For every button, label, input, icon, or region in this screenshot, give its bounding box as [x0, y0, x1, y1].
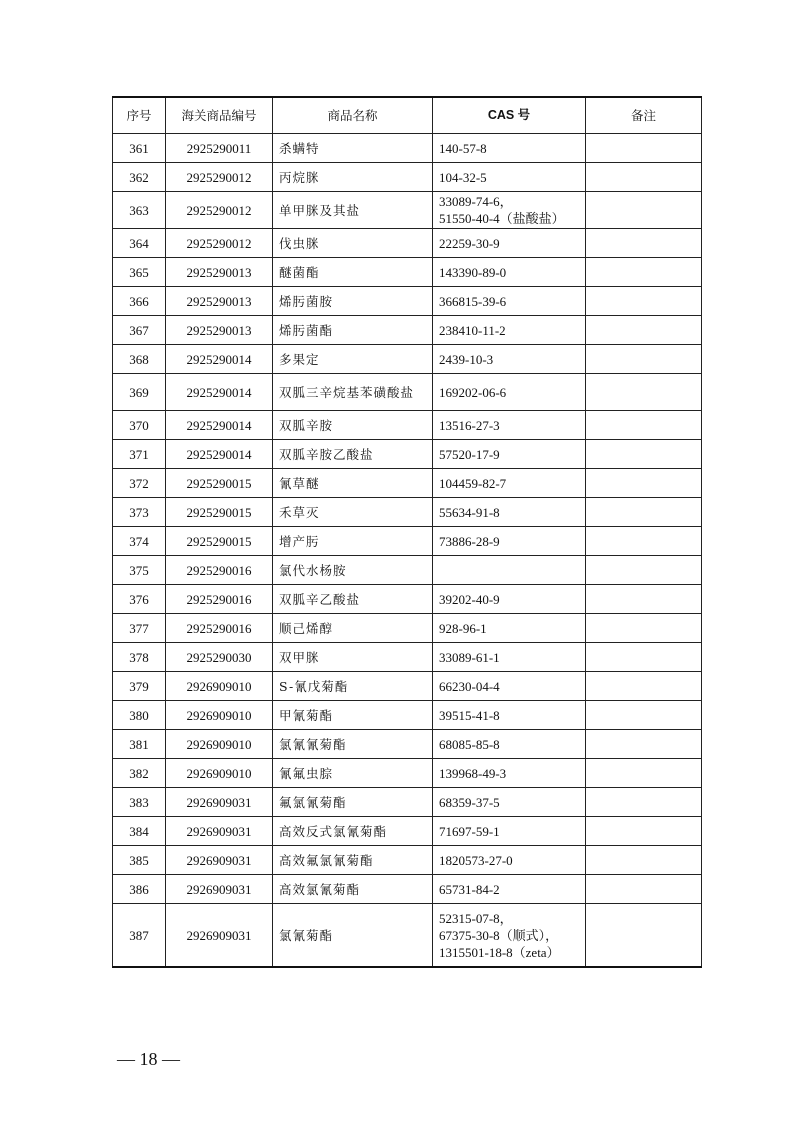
- hs-code-cell: 2925290012: [166, 229, 273, 258]
- cas-number-cell: [433, 287, 586, 316]
- note-cell: [586, 527, 702, 556]
- seq-cell: 364: [113, 229, 166, 258]
- hs-code-cell: 2925290013: [166, 287, 273, 316]
- seq-cell: 368: [113, 345, 166, 374]
- table-body: [113, 134, 702, 968]
- product-name-cell: 禾草灭: [273, 498, 433, 527]
- cas-number-cell: [433, 788, 586, 817]
- page-number: — 18 —: [117, 1049, 180, 1069]
- cas-number: 928-96-1: [439, 620, 487, 636]
- cas-number: 2439-10-3: [439, 351, 494, 367]
- hs-code-cell: 2926909031: [166, 875, 273, 904]
- product-name-cell: 双甲脒: [273, 643, 433, 672]
- cas-number: 68359-37-5: [439, 794, 500, 810]
- note-cell: [586, 643, 702, 672]
- seq-cell: 372: [113, 469, 166, 498]
- seq-cell: 363: [113, 192, 166, 229]
- cas-number: 39515-41-8: [439, 707, 500, 723]
- hs-code-cell: 2925290015: [166, 498, 273, 527]
- table-row: [113, 192, 702, 229]
- seq-cell: 387: [113, 904, 166, 968]
- table-row: [113, 904, 702, 968]
- hs-code-cell: 2926909031: [166, 846, 273, 875]
- note-cell: [586, 614, 702, 643]
- seq-cell: 384: [113, 817, 166, 846]
- product-name-cell: 氟氯氰菊酯: [273, 788, 433, 817]
- cas-number: 140-57-8: [439, 140, 487, 156]
- cas-number: 104-32-5: [439, 169, 487, 185]
- seq-cell: 380: [113, 701, 166, 730]
- product-name-cell: 双胍三辛烷基苯磺酸盐: [273, 374, 433, 411]
- seq-cell: 386: [113, 875, 166, 904]
- cas-number: 238410-11-2: [439, 322, 506, 338]
- table-row: [113, 556, 702, 585]
- product-name-cell: 氯代水杨胺: [273, 556, 433, 585]
- cas-number: 67375-30-8（顺式），: [439, 927, 559, 943]
- table-row: [113, 229, 702, 258]
- cas-number: 169202-06-6: [439, 384, 507, 400]
- note-cell: [586, 585, 702, 614]
- table-row: [113, 134, 702, 163]
- product-name-cell: 多果定: [273, 345, 433, 374]
- note-cell: [586, 316, 702, 345]
- table-row: [113, 469, 702, 498]
- note-cell: [586, 134, 702, 163]
- note-cell: [586, 672, 702, 701]
- note-cell: [586, 701, 702, 730]
- note-cell: [586, 817, 702, 846]
- seq-cell: 385: [113, 846, 166, 875]
- cas-number: 33089-61-1: [439, 649, 500, 665]
- hs-code-cell: 2926909010: [166, 701, 273, 730]
- product-name-cell: 氰草醚: [273, 469, 433, 498]
- note-cell: [586, 411, 702, 440]
- product-name-cell: 增产肟: [273, 527, 433, 556]
- note-cell: [586, 287, 702, 316]
- table-row: [113, 316, 702, 345]
- hs-code-cell: 2925290030: [166, 643, 273, 672]
- seq-cell: 373: [113, 498, 166, 527]
- note-cell: [586, 788, 702, 817]
- table-row: [113, 759, 702, 788]
- cas-number-cell: [433, 374, 586, 411]
- seq-cell: 381: [113, 730, 166, 759]
- cas-number: 1315501-18-8（zeta）: [439, 944, 560, 960]
- cas-number-cell: [433, 258, 586, 287]
- product-name-cell: 醚菌酯: [273, 258, 433, 287]
- table-row: [113, 614, 702, 643]
- product-name-cell: 烯肟菌胺: [273, 287, 433, 316]
- note-cell: [586, 440, 702, 469]
- cas-number: 104459-82-7: [439, 475, 507, 491]
- product-name-cell: 双胍辛胺乙酸盐: [273, 440, 433, 469]
- seq-cell: 370: [113, 411, 166, 440]
- note-cell: [586, 875, 702, 904]
- note-cell: [586, 904, 702, 968]
- note-cell: [586, 469, 702, 498]
- note-cell: [586, 374, 702, 411]
- cas-number-cell: [433, 229, 586, 258]
- table-header-row: [113, 97, 702, 134]
- table-row: [113, 817, 702, 846]
- product-name-cell: 高效氯氰菊酯: [273, 875, 433, 904]
- hs-code-cell: 2925290015: [166, 469, 273, 498]
- table-row: [113, 374, 702, 411]
- product-name-cell: 杀螨特: [273, 134, 433, 163]
- table-row: [113, 846, 702, 875]
- header-seq: 序号: [113, 97, 166, 134]
- hs-code-cell: 2926909010: [166, 730, 273, 759]
- cas-number-cell: [433, 556, 586, 585]
- seq-cell: 362: [113, 163, 166, 192]
- table-row: [113, 527, 702, 556]
- cas-number-cell: [433, 440, 586, 469]
- table-row: [113, 287, 702, 316]
- table-row: [113, 730, 702, 759]
- note-cell: [586, 163, 702, 192]
- hs-code-cell: 2926909010: [166, 759, 273, 788]
- seq-cell: 369: [113, 374, 166, 411]
- header-name: 商品名称: [273, 97, 433, 134]
- cas-number: 55634-91-8: [439, 504, 500, 520]
- hs-code-cell: 2926909031: [166, 817, 273, 846]
- product-name-cell: 氯氰菊酯: [273, 904, 433, 968]
- cas-number: 57520-17-9: [439, 446, 500, 462]
- product-name-cell: 顺己烯醇: [273, 614, 433, 643]
- seq-cell: 371: [113, 440, 166, 469]
- seq-cell: 383: [113, 788, 166, 817]
- product-name-cell: S-氰戊菊酯: [273, 672, 433, 701]
- hs-code-cell: 2925290016: [166, 556, 273, 585]
- table-row: [113, 875, 702, 904]
- cas-number: 66230-04-4: [439, 678, 500, 694]
- cas-number-cell: [433, 643, 586, 672]
- hs-code-cell: 2925290011: [166, 134, 273, 163]
- cas-number: 73886-28-9: [439, 533, 500, 549]
- chemical-list-table: [112, 96, 702, 968]
- note-cell: [586, 759, 702, 788]
- hs-code-cell: 2925290013: [166, 258, 273, 287]
- product-name-cell: 高效反式氯氰菊酯: [273, 817, 433, 846]
- hs-code-cell: 2925290012: [166, 163, 273, 192]
- note-cell: [586, 345, 702, 374]
- hs-code-cell: 2925290014: [166, 440, 273, 469]
- product-name-cell: 氯氰氰菊酯: [273, 730, 433, 759]
- hs-code-cell: 2926909031: [166, 788, 273, 817]
- table-row: [113, 411, 702, 440]
- hs-code-cell: 2926909031: [166, 904, 273, 968]
- note-cell: [586, 556, 702, 585]
- cas-number-cell: [433, 701, 586, 730]
- seq-cell: 378: [113, 643, 166, 672]
- cas-number-cell: [433, 192, 586, 229]
- cas-number-cell: [433, 585, 586, 614]
- cas-number: 39202-40-9: [439, 591, 500, 607]
- seq-cell: 379: [113, 672, 166, 701]
- seq-cell: 377: [113, 614, 166, 643]
- hs-code-cell: 2925290016: [166, 585, 273, 614]
- seq-cell: 382: [113, 759, 166, 788]
- cas-number-cell: [433, 527, 586, 556]
- cas-number-cell: [433, 469, 586, 498]
- product-name-cell: 伐虫脒: [273, 229, 433, 258]
- note-cell: [586, 192, 702, 229]
- table-row: [113, 643, 702, 672]
- hs-code-cell: 2925290012: [166, 192, 273, 229]
- cas-number-cell: [433, 316, 586, 345]
- table-row: [113, 672, 702, 701]
- cas-number: 143390-89-0: [439, 264, 507, 280]
- table-row: [113, 163, 702, 192]
- seq-cell: 367: [113, 316, 166, 345]
- cas-number-cell: [433, 759, 586, 788]
- hs-code-cell: 2925290013: [166, 316, 273, 345]
- hs-code-cell: 2926909010: [166, 672, 273, 701]
- cas-number-cell: [433, 875, 586, 904]
- cas-number: 13516-27-3: [439, 417, 500, 433]
- note-cell: [586, 258, 702, 287]
- table-row: [113, 788, 702, 817]
- table-row: [113, 701, 702, 730]
- product-name-cell: 烯肟菌酯: [273, 316, 433, 345]
- cas-number-cell: [433, 846, 586, 875]
- cas-number: 139968-49-3: [439, 765, 507, 781]
- cas-number: 65731-84-2: [439, 881, 500, 897]
- cas-number: 33089-74-6，: [439, 194, 513, 209]
- table-row: [113, 258, 702, 287]
- table-row: [113, 585, 702, 614]
- seq-cell: 374: [113, 527, 166, 556]
- cas-number-cell: [433, 614, 586, 643]
- hs-code-cell: 2925290015: [166, 527, 273, 556]
- cas-number: 51550-40-4（盐酸盐）: [439, 211, 565, 226]
- note-cell: [586, 498, 702, 527]
- product-name-cell: 单甲脒及其盐: [273, 192, 433, 229]
- product-name-cell: 丙烷脒: [273, 163, 433, 192]
- cas-number-cell: [433, 672, 586, 701]
- cas-number-cell: [433, 345, 586, 374]
- cas-number: 1820573-27-0: [439, 852, 513, 868]
- note-cell: [586, 730, 702, 759]
- cas-number-cell: [433, 904, 586, 968]
- cas-number-cell: [433, 134, 586, 163]
- table-row: [113, 498, 702, 527]
- cas-number-cell: [433, 163, 586, 192]
- note-cell: [586, 846, 702, 875]
- cas-number-cell: [433, 498, 586, 527]
- hs-code-cell: 2925290014: [166, 411, 273, 440]
- header-code: 海关商品编号: [166, 97, 273, 134]
- product-name-cell: 双胍辛乙酸盐: [273, 585, 433, 614]
- seq-cell: 365: [113, 258, 166, 287]
- seq-cell: 361: [113, 134, 166, 163]
- product-name-cell: 甲氰菊酯: [273, 701, 433, 730]
- cas-number-cell: [433, 411, 586, 440]
- product-name-cell: 双胍辛胺: [273, 411, 433, 440]
- seq-cell: 375: [113, 556, 166, 585]
- hs-code-cell: 2925290016: [166, 614, 273, 643]
- cas-number: 71697-59-1: [439, 823, 500, 839]
- cas-number: 22259-30-9: [439, 235, 500, 251]
- cas-number-cell: [433, 730, 586, 759]
- cas-number: 68085-85-8: [439, 736, 500, 752]
- header-note: 备注: [586, 97, 702, 134]
- hs-code-cell: 2925290014: [166, 345, 273, 374]
- table-row: [113, 345, 702, 374]
- cas-number-cell: [433, 817, 586, 846]
- cas-number: 52315-07-8，: [439, 910, 513, 926]
- product-name-cell: 氰氟虫腙: [273, 759, 433, 788]
- seq-cell: 376: [113, 585, 166, 614]
- table-row: [113, 440, 702, 469]
- header-cas: CAS 号: [433, 97, 586, 134]
- cas-number: 366815-39-6: [439, 293, 507, 309]
- product-name-cell: 高效氟氯氰菊酯: [273, 846, 433, 875]
- note-cell: [586, 229, 702, 258]
- hs-code-cell: 2925290014: [166, 374, 273, 411]
- seq-cell: 366: [113, 287, 166, 316]
